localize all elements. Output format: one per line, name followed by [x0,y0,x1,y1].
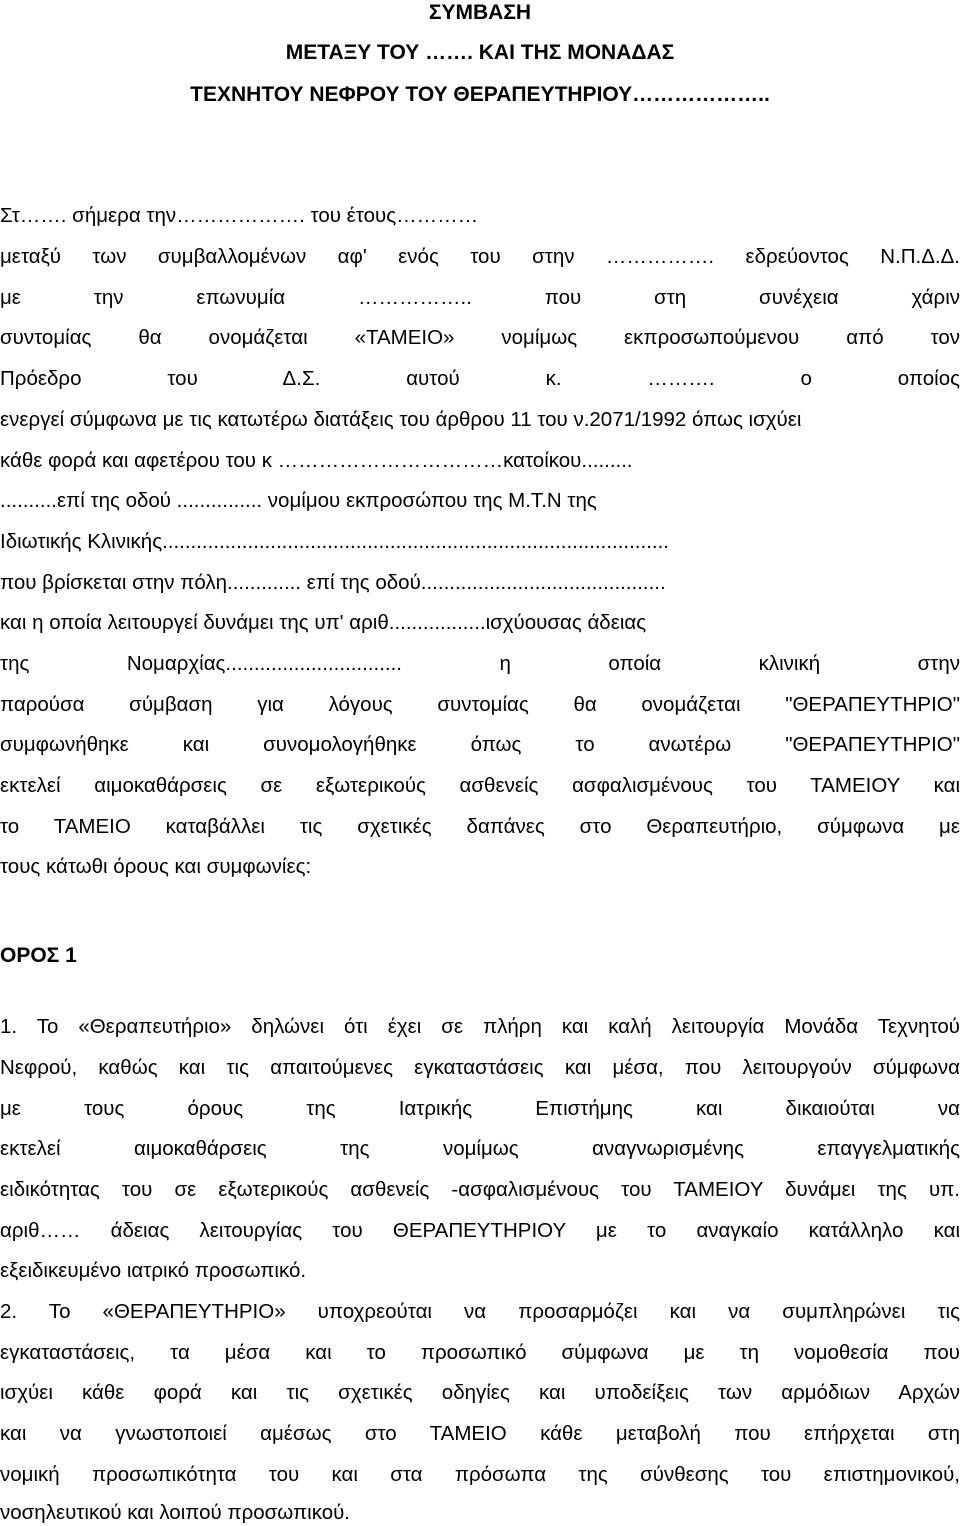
intro-line: της Νομαρχίας............................... η οποία κλινική στην [0,652,960,675]
intro-line: τους κάτωθι όρους και συμφωνίες: [0,855,312,878]
intro-line: ενεργεί σύμφωνα με τις κατωτέρω διατάξεις του άρθρου 11 του ν.2071/1992 όπως ισχύει [0,408,802,431]
section-line: ειδικότητας του σε εξωτερικούς ασθενείς -ασφαλισμένους του ΤΑΜΕΙΟΥ δυνάμει της υπ. [0,1178,960,1201]
section-line: νομική προσωπικότητα του και στα πρόσωπα της σύνθεσης του επιστημονικού, [0,1463,960,1486]
section-line: ισχύει κάθε φορά και τις σχετικές οδηγίες και υποδείξεις των αρμόδιων Αρχών [0,1381,960,1404]
document-subtitle-parties: ΜΕΤΑΞΥ ΤΟΥ ……. ΚΑΙ ΤΗΣ ΜΟΝΑΔΑΣ [285,41,675,64]
section-line: νοσηλευτικού και λοιπού προσωπικού. [0,1501,351,1524]
section-line: 1. Το «Θεραπευτήριο» δηλώνει ότι έχει σε πλήρη και καλή λειτουργία Μονάδα Τεχνητού [0,1015,960,1038]
intro-line: ..........επί της οδού ............... νομίμου εκπροσώπου της Μ.Τ.Ν της [0,489,597,512]
section-heading: ΟΡΟΣ 1 [0,944,77,967]
intro-line: εκτελεί αιμοκαθάρσεις σε εξωτερικούς ασθενείς ασφαλισμένους του ΤΑΜΕΙΟΥ και [0,774,960,797]
section-line: με τους όρους της Ιατρικής Επιστήμης και δικαιούται να [0,1097,960,1120]
section-line: εκτελεί αιμοκαθάρσεις της νομίμως αναγνωρισμένης επαγγελματικής [0,1137,960,1160]
section-line: εξειδικευμένο ιατρικό προσωπικό. [0,1259,307,1282]
intro-line: συμφωνήθηκε και συνομολογήθηκε όπως το ανωτέρω "ΘΕΡΑΠΕΥΤΗΡΙΟ" [0,733,960,756]
section-line: αριθ…… άδειας λειτουργίας του ΘΕΡΑΠΕΥΤΗΡΙΟΥ με το αναγκαίο κατάλληλο και [0,1219,960,1242]
intro-line: Στ……. σήμερα την………………. του έτους………… [0,204,479,227]
intro-line: μεταξύ των συμβαλλομένων αφ' ενός του στην ……………. εδρεύοντος Ν.Π.Δ.Δ. [0,245,960,268]
intro-line: και η οποία λειτουργεί δυνάμει της υπ' αριθ.................ισχύουσας άδειας [0,611,647,634]
section-line: εγκαταστάσεις, τα μέσα και το προσωπικό σύμφωνα με τη νομοθεσία που [0,1341,960,1364]
section-line: 2. Το «ΘΕΡΑΠΕΥΤΗΡΙΟ» υποχρεούται να προσαρμόζει και να συμπληρώνει τις [0,1300,960,1323]
intro-line: συντομίας θα ονομάζεται «ΤΑΜΕΙΟ» νομίμως εκπροσωπούμενου από τον [0,326,960,349]
intro-line: που βρίσκεται στην πόλη............. επί της οδού........................................... [0,571,666,594]
intro-line: με την επωνυμία …………….. που στη συνέχεια χάριν [0,286,960,309]
document-title: ΣΥΜΒΑΣΗ [428,1,532,24]
intro-line: Ιδιωτικής Κλινικής......................................................................................... [0,530,669,553]
intro-line: κάθε φορά και αφετέρου του κ ……………………………κατοίκου......... [0,449,633,472]
section-line: Νεφρού, καθώς και τις απαιτούμενες εγκαταστάσεις και μέσα, που λειτουργούν σύμφωνα [0,1056,960,1079]
intro-line: το ΤΑΜΕΙΟ καταβάλλει τις σχετικές δαπάνες στο Θεραπευτήριο, σύμφωνα με [0,815,960,838]
intro-line: παρούσα σύμβαση για λόγους συντομίας θα ονομάζεται "ΘΕΡΑΠΕΥΤΗΡΙΟ" [0,693,960,716]
intro-line: Πρόεδρο του Δ.Σ. αυτού κ. ………. ο οποίος [0,367,960,390]
document-subtitle-unit: ΤΕΧΝΗΤΟΥ ΝΕΦΡΟΥ ΤΟΥ ΘΕΡΑΠΕΥΤΗΡΙΟΥ……………….. [190,83,770,106]
section-line: και να γνωστοποιεί αμέσως στο ΤΑΜΕΙΟ κάθε μεταβολή που επήρχεται στη [0,1422,960,1445]
